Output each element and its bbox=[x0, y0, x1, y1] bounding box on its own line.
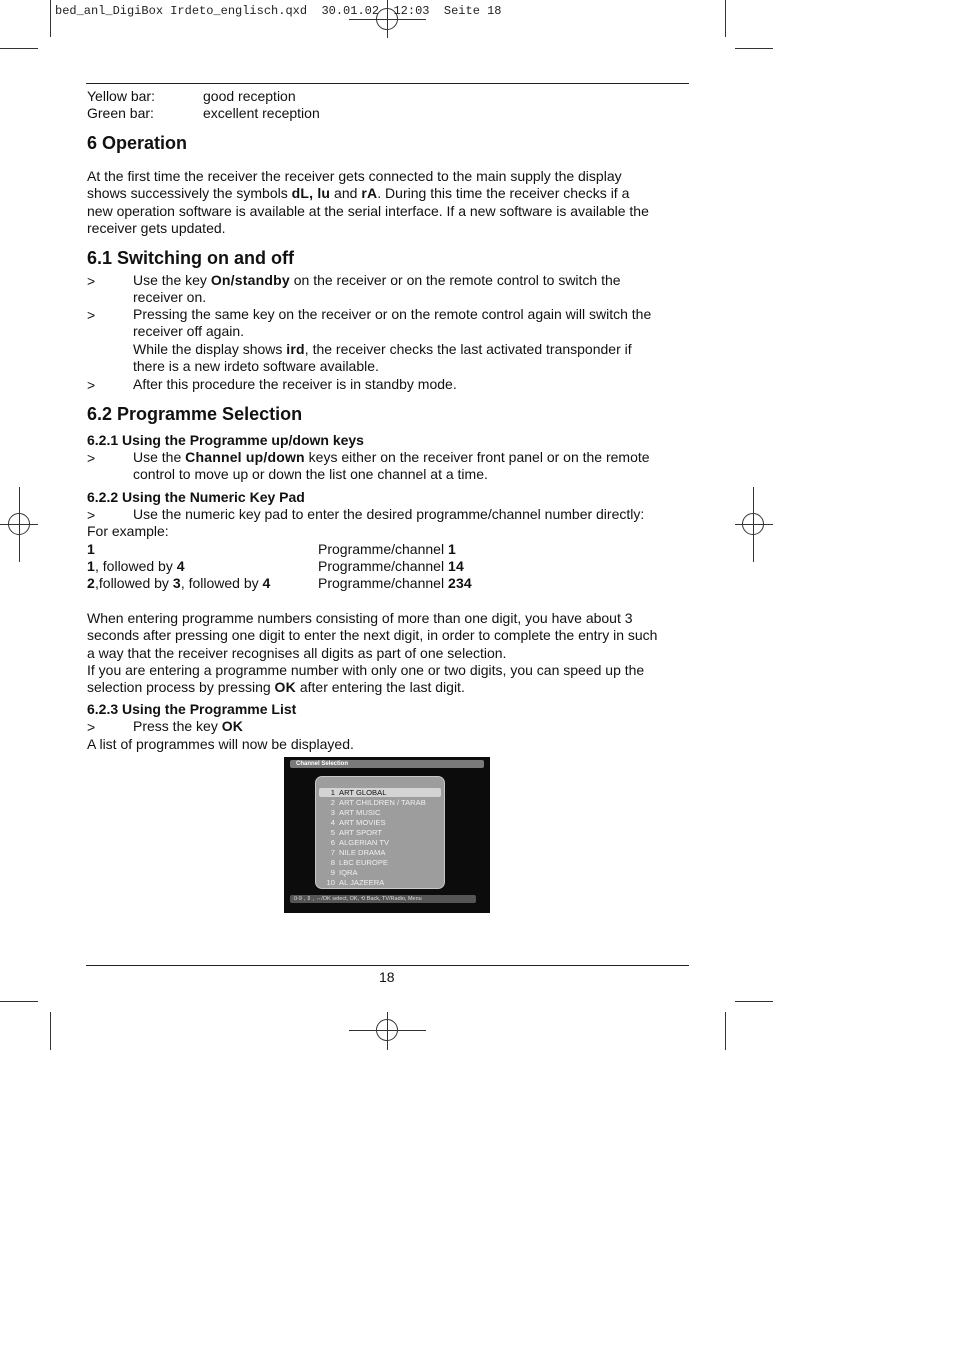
bullet-item: Pressing the same key on the receiver or on the remote control again will switch the receiver off again. While the display shows ird, the receiver checks the last activated transponder if there is a new irdeto software available. bbox=[133, 306, 652, 374]
section-paragraph: When entering programme numbers consisting of more than one digit, you have about 3 seconds after pressing one digit to enter the next digit, in order to complete the entry in such a way that the receiver recognises all digits as part of one selection. If you are entering a programme number with only one or two digits, you can speed up the selection process by pressing OK after entering the last digit. bbox=[87, 610, 658, 696]
bullet-marker: > bbox=[87, 377, 96, 393]
crop-mark bbox=[735, 1001, 773, 1002]
example-keys: 1 bbox=[87, 541, 95, 557]
example-label: For example: bbox=[87, 523, 169, 539]
example-result: Programme/channel 14 bbox=[318, 558, 464, 574]
bar-value: excellent reception bbox=[203, 105, 320, 121]
channel-row: 6 ALGERIAN TV bbox=[330, 838, 390, 847]
bar-value: good reception bbox=[203, 88, 296, 104]
bullet-item: Press the key OK bbox=[133, 718, 244, 734]
subsection-heading: 6.2.1 Using the Programme up/down keys bbox=[87, 432, 364, 448]
bullet-marker: > bbox=[87, 507, 96, 523]
bullet-marker: > bbox=[87, 719, 96, 735]
channel-row: 8 LBC EUROPE bbox=[330, 858, 388, 867]
screenshot-footer: 0-9 , ⇕ , ⇔/OK select, OK, ⟲ Back, TV/Radio, Menu bbox=[290, 895, 476, 903]
subsection-heading: 6.2.2 Using the Numeric Key Pad bbox=[87, 489, 305, 505]
page-number: 18 bbox=[379, 969, 395, 985]
example-result: Programme/channel 1 bbox=[318, 541, 456, 557]
channel-row: 5 ART SPORT bbox=[330, 828, 383, 837]
channel-row: 2 ART CHILDREN / TARAB bbox=[330, 798, 426, 807]
crop-mark bbox=[0, 1001, 38, 1002]
crop-mark bbox=[50, 1012, 51, 1050]
section-paragraph: A list of programmes will now be displayed. bbox=[87, 736, 354, 752]
subsection-heading: 6.2.3 Using the Programme List bbox=[87, 701, 297, 717]
section-heading: 6 Operation bbox=[87, 133, 188, 153]
bullet-marker: > bbox=[87, 273, 96, 289]
registration-circle bbox=[376, 1019, 398, 1041]
bullet-marker: > bbox=[87, 307, 96, 323]
bullet-item: Use the numeric key pad to enter the desired programme/channel number directly: bbox=[133, 506, 645, 522]
bar-label: Green bar: bbox=[87, 105, 154, 121]
channel-row: 7 NILE DRAMA bbox=[330, 848, 386, 857]
crop-mark bbox=[50, 0, 51, 37]
example-keys: 1, followed by 4 bbox=[87, 558, 185, 574]
channel-row: 10 AL JAZEERA bbox=[326, 878, 385, 887]
bar-label: Yellow bar: bbox=[87, 88, 155, 104]
registration-circle bbox=[8, 513, 30, 535]
bullet-marker: > bbox=[87, 450, 96, 466]
example-keys: 2,followed by 3, followed by 4 bbox=[87, 575, 271, 591]
section-heading: 6.2 Programme Selection bbox=[87, 404, 303, 424]
section-heading: 6.1 Switching on and off bbox=[87, 248, 294, 268]
top-rule bbox=[86, 83, 689, 84]
bullet-item: After this procedure the receiver is in standby mode. bbox=[133, 376, 457, 392]
bullet-item: Use the key On/standby on the receiver or on the remote control to switch the receiver on. bbox=[133, 272, 621, 306]
example-result: Programme/channel 234 bbox=[318, 575, 472, 591]
bottom-rule bbox=[86, 965, 689, 966]
crop-mark bbox=[0, 48, 38, 49]
crop-mark bbox=[735, 48, 773, 49]
channel-row: 9 IQRA bbox=[330, 868, 358, 877]
crop-mark bbox=[725, 0, 726, 37]
crop-mark bbox=[725, 1012, 726, 1050]
channel-row: 3 ART MUSIC bbox=[330, 808, 381, 817]
channel-row: 1 ART GLOBAL bbox=[319, 788, 441, 797]
section-paragraph: At the first time the receiver the receiver gets connected to the main supply the display shows successively the symbols dL, lu and rA. During this time the receiver checks if a new operation software is available at the serial interface. If a new software is available the receiver gets updated. bbox=[87, 168, 649, 236]
channel-list-panel bbox=[315, 776, 445, 889]
screenshot-title: Channel Selection bbox=[290, 760, 484, 768]
channel-row: 4 ART MOVIES bbox=[330, 818, 386, 827]
bullet-item: Use the Channel up/down keys either on the receiver front panel or on the remote control to move up or down the list one channel at a time. bbox=[133, 449, 650, 483]
registration-circle bbox=[742, 513, 764, 535]
channel-list-screenshot bbox=[284, 757, 490, 913]
print-slug: bed_anl_DigiBox Irdeto_englisch.qxd 30.01.02 12:03 Seite 18 bbox=[55, 4, 502, 18]
